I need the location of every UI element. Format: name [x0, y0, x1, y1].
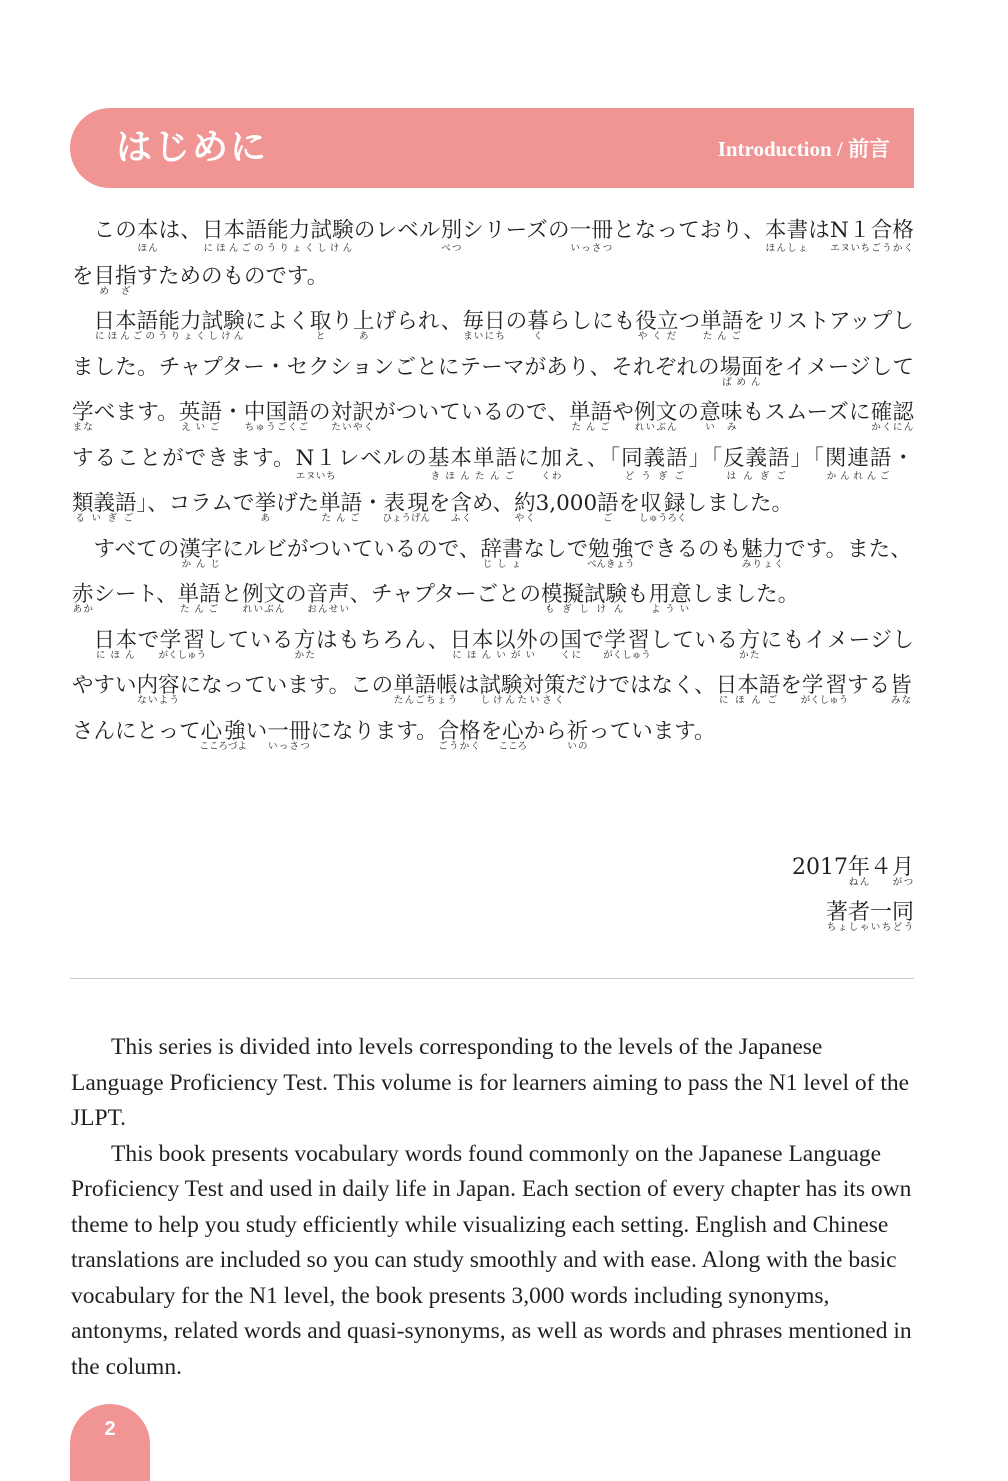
ruby-word: 別べつ [440, 218, 463, 254]
ruby-word: 類義語るいぎご [72, 491, 137, 524]
ruby-word: 試験対策しけんたいさく [479, 673, 566, 706]
furigana: たんごちょう [393, 695, 458, 706]
ruby-word: 単語たんご [177, 582, 221, 615]
ruby-word: 月がつ [891, 855, 914, 888]
furigana: エヌいち [830, 243, 871, 254]
ruby-word: 一冊いっさつ [569, 218, 614, 254]
furigana: るいぎご [72, 513, 137, 524]
furigana: いの [566, 740, 589, 752]
furigana: やく [514, 513, 536, 524]
section-divider [70, 978, 914, 979]
page-number-tab [70, 1404, 150, 1481]
furigana: かんれんご [824, 470, 892, 482]
furigana: がくしゅう [603, 649, 651, 661]
ruby-word: 漢字かんじ [179, 536, 223, 570]
furigana: どうぎご [621, 470, 688, 482]
ruby-word: 祈いの [566, 718, 589, 752]
furigana: きほんたんご [427, 470, 517, 482]
furigana: べんきょう [586, 558, 635, 570]
english-paragraph-1: This series is divided into levels corresponding to the levels of the Japanese Language Proficiency Test. This volume is for learners aiming to pass the N1 level of the JLPT. [71, 1034, 910, 1131]
ruby-word: 勉強べんきょう [586, 536, 635, 570]
ruby-word: 表現ひょうげん [382, 491, 431, 524]
furigana: たいやく [330, 422, 374, 433]
ruby-word: 目指めざ [93, 263, 137, 297]
furigana: しゅうろく [639, 513, 687, 524]
ruby-word: 著者一同ちょしゃいちどう [825, 900, 914, 933]
ruby-word: 含ふく [450, 491, 472, 524]
english-body [71, 1030, 917, 1385]
furigana: たんご [177, 604, 221, 615]
furigana: にほんごのうりょくしけん [93, 331, 245, 342]
ruby-word: 内容ないよう [136, 673, 180, 706]
ruby-word: 中国語ちゅうごくご [243, 400, 310, 433]
ruby-word: 赤あか [72, 582, 94, 615]
ruby-word: 単語たんご [569, 400, 613, 433]
ruby-word: 対訳たいやく [330, 400, 375, 433]
furigana: みりょく [741, 558, 785, 570]
furigana: たんご [700, 331, 744, 342]
furigana: ひょうげん [382, 513, 431, 524]
furigana: くわ [540, 470, 563, 482]
ruby-word: 日本語にほんご [715, 673, 781, 706]
ruby-word: 本書ほんしょ [764, 218, 809, 254]
ruby-word: 日本にほん [93, 627, 138, 661]
furigana: ごうかく [870, 243, 914, 254]
furigana: くに [560, 649, 582, 661]
ruby-word: 毎日まいにち [462, 309, 506, 342]
japanese-paragraph-1: この本ほんは、日本語能力試験にほんごのうりょくしけんのレベル別べつシリーズの一冊いっさつとなっており、本書ほんしょはN１エヌいち合格ごうかくを目指めざすためのものです。 [72, 218, 914, 297]
furigana: べつ [440, 243, 463, 254]
ruby-word: 単語帳たんごちょう [393, 673, 458, 706]
ruby-word: 皆みな [890, 673, 912, 706]
furigana: しけんたいさく [479, 695, 566, 706]
furigana: ご [597, 513, 619, 524]
ruby-word: 年ねん [847, 855, 870, 888]
ruby-word: 収録しゅうろく [639, 491, 687, 524]
ruby-word: 日本語能力試験にほんごのうりょくしけん [93, 309, 245, 342]
ruby-word: 役立やくだ [635, 309, 679, 342]
furigana: ようい [648, 604, 692, 615]
furigana: がつ [891, 877, 914, 888]
signature-block [792, 845, 914, 935]
furigana: あ [254, 513, 277, 524]
furigana: いっさつ [267, 740, 311, 752]
furigana: ほん [136, 243, 159, 254]
furigana: はんぎご [723, 470, 790, 482]
furigana: まいにち [462, 331, 506, 342]
ruby-word: 日本以外にほんいがい [449, 627, 539, 661]
furigana: かんじ [179, 558, 223, 570]
signature-date: 2017年ねん４月がつ [791, 855, 914, 888]
furigana: いっさつ [569, 243, 613, 254]
furigana: ほんしょ [764, 243, 809, 254]
ruby-word: 挙あ [254, 491, 277, 524]
furigana: おんせい [306, 604, 350, 615]
furigana: れいぶん [634, 422, 678, 433]
ruby-word: 魅力みりょく [741, 536, 785, 570]
ruby-word: 英語えいご [178, 400, 223, 433]
ruby-word: 合格ごうかく [437, 718, 481, 752]
ruby-word: 一冊いっさつ [267, 718, 311, 752]
ruby-word: 学習がくしゅう [800, 673, 849, 706]
ruby-word: 学習がくしゅう [158, 627, 207, 661]
furigana: こころづよ [199, 740, 247, 752]
furigana: にほんごのうりょくしけん [201, 243, 354, 254]
furigana: こころ [498, 740, 528, 752]
furigana: ふく [450, 513, 472, 524]
furigana: にほんご [715, 695, 781, 706]
furigana: かくにん [870, 422, 914, 433]
ruby-word: 心こころ [498, 718, 528, 752]
furigana: ごうかく [437, 740, 481, 752]
ruby-word: 基本単語きほんたんご [427, 445, 518, 482]
ruby-word: 本ほん [136, 218, 159, 254]
ruby-word: N１エヌいち [295, 445, 338, 482]
ruby-word: 用意ようい [648, 582, 692, 615]
ruby-word: 同義語どうぎご [621, 445, 689, 482]
ruby-word: 音声おんせい [306, 582, 350, 615]
japanese-paragraph-3: すべての漢字かんじにルビがついているので、辞書じしょなしで勉強べんきょうできるのも魅力みりょくです。また、赤あかシート、単語たんごと例文れいぶんの音声おんせい、チャプターごとの模擬試験もぎしけんも用意よういしました。 [72, 536, 912, 615]
ruby-word: 方かた [293, 627, 317, 661]
furigana: がくしゅう [800, 695, 849, 706]
ruby-word: 日本語能力試験にほんごのうりょくしけん [201, 218, 354, 254]
ruby-word: 確認かくにん [870, 400, 914, 433]
furigana: やくだ [635, 331, 679, 342]
ruby-word: 暮く [527, 309, 549, 342]
ruby-word: 加くわ [540, 445, 564, 482]
ruby-word: 単語たんご [319, 491, 363, 524]
furigana: かた [738, 649, 761, 661]
furigana: がくしゅう [158, 649, 207, 661]
ruby-word: 例文れいぶん [242, 582, 286, 615]
furigana: あか [72, 604, 94, 615]
furigana: いみ [699, 422, 743, 433]
ruby-word: 反義語はんぎご [723, 445, 791, 482]
english-paragraph-2: This book presents vocabulary words found commonly on the Japanese Language Proficiency Test and used in daily life in Japan. Each section of every chapter has its own theme to help you study efficiently while visualizing each setting. English and Chinese translations are included so you can study smoothly and with ease. Along with the basic vocabulary for the N1 level, the book presents 3,000 words including synonyms, antonyms, related words and quasi-synonyms, as well as words and phrases mentioned in the column. [71, 1140, 912, 1380]
furigana: めざ [93, 285, 137, 297]
furigana: もぎしけん [541, 604, 628, 615]
furigana: みな [890, 695, 912, 706]
ruby-word: 心強こころづよ [199, 718, 247, 752]
ruby-word: 関連語かんれんご [824, 445, 893, 482]
page-number: 2 [104, 1418, 116, 1440]
ruby-word: 方かた [738, 627, 761, 661]
furigana: と [309, 331, 332, 342]
furigana: れいぶん [242, 604, 286, 615]
ruby-word: 意味いみ [699, 400, 743, 433]
ruby-word: 例文れいぶん [634, 400, 678, 433]
furigana: にほん [93, 649, 138, 661]
section-header [70, 108, 914, 188]
japanese-body [72, 208, 914, 754]
furigana: ねん [847, 877, 870, 888]
furigana: ないよう [136, 695, 180, 706]
ruby-word: 国くに [560, 627, 583, 661]
furigana: まな [72, 422, 94, 433]
ruby-word: N１エヌいち [830, 218, 871, 254]
japanese-paragraph-4: 日本にほんで学習がくしゅうしている方かたはもちろん、日本以外にほんいがいの国くにで学習がくしゅうしている方かたにもイメージしやすい内容ないようになっています。この単語帳たんごちょうは試験対策しけんたいさくだけではなく、日本語にほんごを学習がくしゅうする皆みなさんにとって心強こころづよい一冊いっさつになります。合格ごうかくを心こころから祈いのっています。 [72, 627, 914, 752]
ruby-word: 学まな [72, 400, 94, 433]
ruby-word: 単語たんご [700, 309, 744, 342]
furigana: じしょ [480, 558, 524, 570]
ruby-word: 合格ごうかく [870, 218, 914, 254]
furigana: たんご [319, 513, 363, 524]
furigana: エヌいち [295, 470, 336, 482]
furigana: かた [293, 649, 316, 661]
furigana: く [527, 331, 549, 342]
furigana: ばめん [719, 376, 763, 388]
ruby-word: 約やく [514, 491, 536, 524]
ruby-word: 上あ [353, 309, 375, 342]
page-subtitle: Introduction / 前言 [717, 137, 890, 161]
ruby-word: 学習がくしゅう [603, 627, 651, 661]
furigana: えいご [178, 422, 222, 433]
furigana: にほんいがい [449, 649, 538, 661]
ruby-word: 辞書じしょ [480, 536, 524, 570]
furigana: ちゅうごくご [243, 422, 309, 433]
ruby-word: 取と [309, 309, 332, 342]
ruby-word: 模擬試験もぎしけん [541, 582, 628, 615]
signature-author [792, 890, 914, 935]
page-title: はじめに [116, 127, 269, 168]
japanese-paragraph-2: 日本語能力試験にほんごのうりょくしけんによく取とり上あげられ、毎日まいにちの暮くらしにも役立やくだつ単語たんごをリストアップしました。チャプター・セクションごとにテーマがあり、それぞれの場面ばめんをイメージして学まなべます。英語えいご・中国語ちゅうごくごの対訳たいやくがついているので、単語たんごや例文れいぶんの意味いみもスムーズに確認かくにんすることができます。N１エヌいちレベルの基本単語きほんたんごに加くわえ、「同義語どうぎご」「反義語はんぎご」「関連語かんれんご・類義語るいぎご」、コラムで挙あげた単語たんご・表現ひょうげんを含ふくめ、約やく3,000語ごを収録しゅうろくしました。 [72, 309, 914, 524]
furigana: たんご [569, 422, 613, 433]
furigana: あ [353, 331, 375, 342]
ruby-word: 語ご [597, 491, 619, 524]
furigana: ちょしゃいちどう [825, 922, 914, 933]
ruby-word: 場面ばめん [719, 354, 764, 388]
